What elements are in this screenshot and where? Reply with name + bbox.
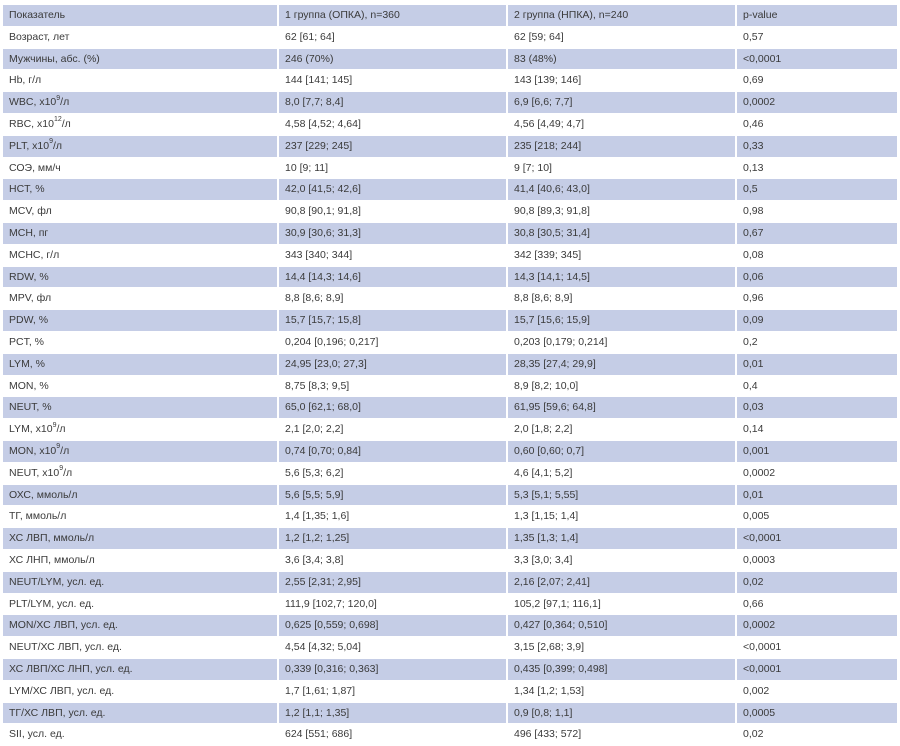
indicator-text: RBC, x10 xyxy=(9,117,54,130)
p-value-cell: 0,69 xyxy=(735,70,897,92)
table-row xyxy=(3,724,897,746)
row-indicator xyxy=(3,441,277,463)
row-indicator xyxy=(3,463,277,485)
p-value-cell: <0,0001 xyxy=(735,528,897,550)
table-row xyxy=(3,70,897,92)
group-2-value: 3,3 [3,0; 3,4] xyxy=(506,550,735,572)
header-indicator: Показатель xyxy=(3,5,277,27)
row-indicator: ОХС, ммоль/л xyxy=(3,485,277,507)
p-value-cell: 0,02 xyxy=(735,572,897,594)
group-2-value: 62 [59; 64] xyxy=(506,27,735,49)
row-indicator: ХС ЛВП/ХС ЛНП, усл. ед. xyxy=(3,659,277,681)
table-body xyxy=(3,5,897,746)
header-p-value: p-value xyxy=(735,5,897,27)
row-indicator: ТГ, ммоль/л xyxy=(3,506,277,528)
p-value-cell: 0,5 xyxy=(735,179,897,201)
group-2-value: 1,35 [1,3; 1,4] xyxy=(506,528,735,550)
indicator-unit: /л xyxy=(56,423,66,436)
p-value-cell: 0,03 xyxy=(735,397,897,419)
group-1-value: 0,339 [0,316; 0,363] xyxy=(277,659,506,681)
group-1-value: 2,55 [2,31; 2,95] xyxy=(277,572,506,594)
table-row xyxy=(3,114,897,136)
indicator-text: PLT, x10 xyxy=(9,139,50,152)
p-value-cell: 0,09 xyxy=(735,310,897,332)
group-2-value: 3,15 [2,68; 3,9] xyxy=(506,637,735,659)
group-1-value: 343 [340; 344] xyxy=(277,245,506,267)
group-1-value: 62 [61; 64] xyxy=(277,27,506,49)
row-indicator: PCT, % xyxy=(3,332,277,354)
p-value-cell: 0,02 xyxy=(735,724,897,746)
p-value-cell: 0,33 xyxy=(735,136,897,158)
row-indicator: LYM/ХС ЛВП, усл. ед. xyxy=(3,681,277,703)
group-1-value: 4,54 [4,32; 5,04] xyxy=(277,637,506,659)
table-row xyxy=(3,594,897,616)
group-2-value: 61,95 [59,6; 64,8] xyxy=(506,397,735,419)
table-row xyxy=(3,485,897,507)
group-1-value: 624 [551; 686] xyxy=(277,724,506,746)
p-value-cell: <0,0001 xyxy=(735,637,897,659)
indicator-text: LYM, x10 xyxy=(9,423,53,436)
group-2-value: 496 [433; 572] xyxy=(506,724,735,746)
group-2-value: 90,8 [89,3; 91,8] xyxy=(506,201,735,223)
p-value-cell: 0,0005 xyxy=(735,703,897,725)
group-1-value: 14,4 [14,3; 14,6] xyxy=(277,267,506,289)
p-value-cell: 0,66 xyxy=(735,594,897,616)
indicator-unit: /л xyxy=(60,444,70,457)
row-indicator: NEUT/LYM, усл. ед. xyxy=(3,572,277,594)
table-row xyxy=(3,528,897,550)
row-indicator xyxy=(3,114,277,136)
table-row xyxy=(3,441,897,463)
table-row xyxy=(3,550,897,572)
table-row xyxy=(3,637,897,659)
indicator-exponent: 9 xyxy=(59,465,64,473)
table-row xyxy=(3,463,897,485)
p-value-cell: <0,0001 xyxy=(735,49,897,71)
table-row xyxy=(3,376,897,398)
group-1-value: 10 [9; 11] xyxy=(277,158,506,180)
p-value-cell: <0,0001 xyxy=(735,659,897,681)
indicator-text: NEUT, x10 xyxy=(9,466,60,479)
group-1-value: 1,2 [1,1; 1,35] xyxy=(277,703,506,725)
p-value-cell: 0,14 xyxy=(735,419,897,441)
group-1-value: 0,74 [0,70; 0,84] xyxy=(277,441,506,463)
group-2-value: 41,4 [40,6; 43,0] xyxy=(506,179,735,201)
row-indicator: MCH, пг xyxy=(3,223,277,245)
row-indicator: MCV, фл xyxy=(3,201,277,223)
group-1-value: 42,0 [41,5; 42,6] xyxy=(277,179,506,201)
p-value-cell: 0,4 xyxy=(735,376,897,398)
p-value-cell: 0,2 xyxy=(735,332,897,354)
row-indicator: MON, % xyxy=(3,376,277,398)
group-2-value: 15,7 [15,6; 15,9] xyxy=(506,310,735,332)
group-2-value: 30,8 [30,5; 31,4] xyxy=(506,223,735,245)
group-2-value: 1,3 [1,15; 1,4] xyxy=(506,506,735,528)
row-indicator xyxy=(3,136,277,158)
group-2-value: 143 [139; 146] xyxy=(506,70,735,92)
row-indicator xyxy=(3,419,277,441)
group-1-value: 15,7 [15,7; 15,8] xyxy=(277,310,506,332)
row-indicator: Мужчины, абс. (%) xyxy=(3,49,277,71)
p-value-cell: 0,0002 xyxy=(735,463,897,485)
table-row xyxy=(3,245,897,267)
group-1-value: 1,2 [1,2; 1,25] xyxy=(277,528,506,550)
table-row xyxy=(3,397,897,419)
row-indicator: MCHC, г/л xyxy=(3,245,277,267)
table-row xyxy=(3,419,897,441)
table-row xyxy=(3,288,897,310)
row-indicator: ТГ/ХС ЛВП, усл. ед. xyxy=(3,703,277,725)
header-group-2: 2 группа (НПКА), n=240 xyxy=(506,5,735,27)
group-1-value: 24,95 [23,0; 27,3] xyxy=(277,354,506,376)
group-2-value: 5,3 [5,1; 5,55] xyxy=(506,485,735,507)
group-1-value: 30,9 [30,6; 31,3] xyxy=(277,223,506,245)
table-row xyxy=(3,136,897,158)
p-value-cell: 0,0002 xyxy=(735,92,897,114)
row-indicator: Hb, г/л xyxy=(3,70,277,92)
row-indicator: PDW, % xyxy=(3,310,277,332)
group-2-value: 14,3 [14,1; 14,5] xyxy=(506,267,735,289)
indicator-exponent: 12 xyxy=(53,116,62,124)
p-value-cell: 0,96 xyxy=(735,288,897,310)
group-1-value: 5,6 [5,5; 5,9] xyxy=(277,485,506,507)
group-1-value: 65,0 [62,1; 68,0] xyxy=(277,397,506,419)
table-row xyxy=(3,201,897,223)
group-1-value: 1,4 [1,35; 1,6] xyxy=(277,506,506,528)
p-value-cell: 0,46 xyxy=(735,114,897,136)
row-indicator xyxy=(3,92,277,114)
group-1-value: 8,75 [8,3; 9,5] xyxy=(277,376,506,398)
p-value-cell: 0,0002 xyxy=(735,615,897,637)
group-1-value: 3,6 [3,4; 3,8] xyxy=(277,550,506,572)
indicator-exponent: 9 xyxy=(49,138,53,146)
p-value-cell: 0,67 xyxy=(735,223,897,245)
group-1-value: 2,1 [2,0; 2,2] xyxy=(277,419,506,441)
table-row xyxy=(3,267,897,289)
table-row xyxy=(3,681,897,703)
table-row xyxy=(3,223,897,245)
group-2-value: 2,16 [2,07; 2,41] xyxy=(506,572,735,594)
row-indicator: СОЭ, мм/ч xyxy=(3,158,277,180)
table-row xyxy=(3,49,897,71)
p-value-cell: 0,06 xyxy=(735,267,897,289)
group-2-value: 4,56 [4,49; 4,7] xyxy=(506,114,735,136)
p-value-cell: 0,002 xyxy=(735,681,897,703)
group-2-value: 1,34 [1,2; 1,53] xyxy=(506,681,735,703)
table-row xyxy=(3,179,897,201)
group-1-value: 8,8 [8,6; 8,9] xyxy=(277,288,506,310)
row-indicator: SII, усл. ед. xyxy=(3,724,277,746)
row-indicator: MON/ХС ЛВП, усл. ед. xyxy=(3,615,277,637)
group-2-value: 2,0 [1,8; 2,2] xyxy=(506,419,735,441)
p-value-cell: 0,01 xyxy=(735,354,897,376)
group-2-value: 4,6 [4,1; 5,2] xyxy=(506,463,735,485)
row-indicator: HCT, % xyxy=(3,179,277,201)
group-2-value: 342 [339; 345] xyxy=(506,245,735,267)
group-2-value: 0,203 [0,179; 0,214] xyxy=(506,332,735,354)
table-row xyxy=(3,27,897,49)
table-row xyxy=(3,158,897,180)
p-value-cell: 0,08 xyxy=(735,245,897,267)
indicator-unit: /л xyxy=(60,96,70,109)
table-row xyxy=(3,332,897,354)
table-header-row xyxy=(3,5,897,27)
group-2-value: 0,427 [0,364; 0,510] xyxy=(506,615,735,637)
group-1-value: 5,6 [5,3; 6,2] xyxy=(277,463,506,485)
p-value-cell: 0,57 xyxy=(735,27,897,49)
indicator-exponent: 9 xyxy=(52,421,57,429)
group-1-value: 0,204 [0,196; 0,217] xyxy=(277,332,506,354)
table-row xyxy=(3,506,897,528)
group-1-value: 237 [229; 245] xyxy=(277,136,506,158)
indicator-unit: /л xyxy=(63,466,73,479)
group-2-value: 0,435 [0,399; 0,498] xyxy=(506,659,735,681)
indicator-text: WBC, x10 xyxy=(9,96,57,109)
p-value-cell: 0,01 xyxy=(735,485,897,507)
group-1-value: 111,9 [102,7; 120,0] xyxy=(277,594,506,616)
table-row xyxy=(3,703,897,725)
row-indicator: ХС ЛНП, ммоль/л xyxy=(3,550,277,572)
indicator-unit: /л xyxy=(61,117,71,130)
indicator-exponent: 9 xyxy=(56,94,61,102)
table-row xyxy=(3,354,897,376)
table-row xyxy=(3,659,897,681)
group-2-value: 0,9 [0,8; 1,1] xyxy=(506,703,735,725)
row-indicator: RDW, % xyxy=(3,267,277,289)
row-indicator: PLT/LYM, усл. ед. xyxy=(3,594,277,616)
group-2-value: 0,60 [0,60; 0,7] xyxy=(506,441,735,463)
group-1-value: 90,8 [90,1; 91,8] xyxy=(277,201,506,223)
group-2-value: 9 [7; 10] xyxy=(506,158,735,180)
indicator-exponent: 9 xyxy=(56,443,61,451)
header-group-1: 1 группа (ОПКА), n=360 xyxy=(277,5,506,27)
p-value-cell: 0,005 xyxy=(735,506,897,528)
indicator-unit: /л xyxy=(52,139,63,152)
group-1-value: 1,7 [1,61; 1,87] xyxy=(277,681,506,703)
group-2-value: 8,9 [8,2; 10,0] xyxy=(506,376,735,398)
group-2-value: 6,9 [6,6; 7,7] xyxy=(506,92,735,114)
group-2-value: 8,8 [8,6; 8,9] xyxy=(506,288,735,310)
p-value-cell: 0,0003 xyxy=(735,550,897,572)
p-value-cell: 0,13 xyxy=(735,158,897,180)
p-value-cell: 0,98 xyxy=(735,201,897,223)
row-indicator: Возраст, лет xyxy=(3,27,277,49)
group-2-value: 105,2 [97,1; 116,1] xyxy=(506,594,735,616)
row-indicator: NEUT/ХС ЛВП, усл. ед. xyxy=(3,637,277,659)
group-1-value: 144 [141; 145] xyxy=(277,70,506,92)
row-indicator: MPV, фл xyxy=(3,288,277,310)
data-table xyxy=(3,5,897,746)
group-1-value: 246 (70%) xyxy=(277,49,506,71)
group-2-value: 28,35 [27,4; 29,9] xyxy=(506,354,735,376)
row-indicator: NEUT, % xyxy=(3,397,277,419)
group-1-value: 0,625 [0,559; 0,698] xyxy=(277,615,506,637)
row-indicator: LYM, % xyxy=(3,354,277,376)
row-indicator: ХС ЛВП, ммоль/л xyxy=(3,528,277,550)
indicator-text: MON, x10 xyxy=(9,444,57,457)
table-row xyxy=(3,572,897,594)
group-1-value: 8,0 [7,7; 8,4] xyxy=(277,92,506,114)
table-row xyxy=(3,92,897,114)
group-2-value: 235 [218; 244] xyxy=(506,136,735,158)
p-value-cell: 0,001 xyxy=(735,441,897,463)
table-row xyxy=(3,310,897,332)
group-1-value: 4,58 [4,52; 4,64] xyxy=(277,114,506,136)
table-row xyxy=(3,615,897,637)
group-2-value: 83 (48%) xyxy=(506,49,735,71)
